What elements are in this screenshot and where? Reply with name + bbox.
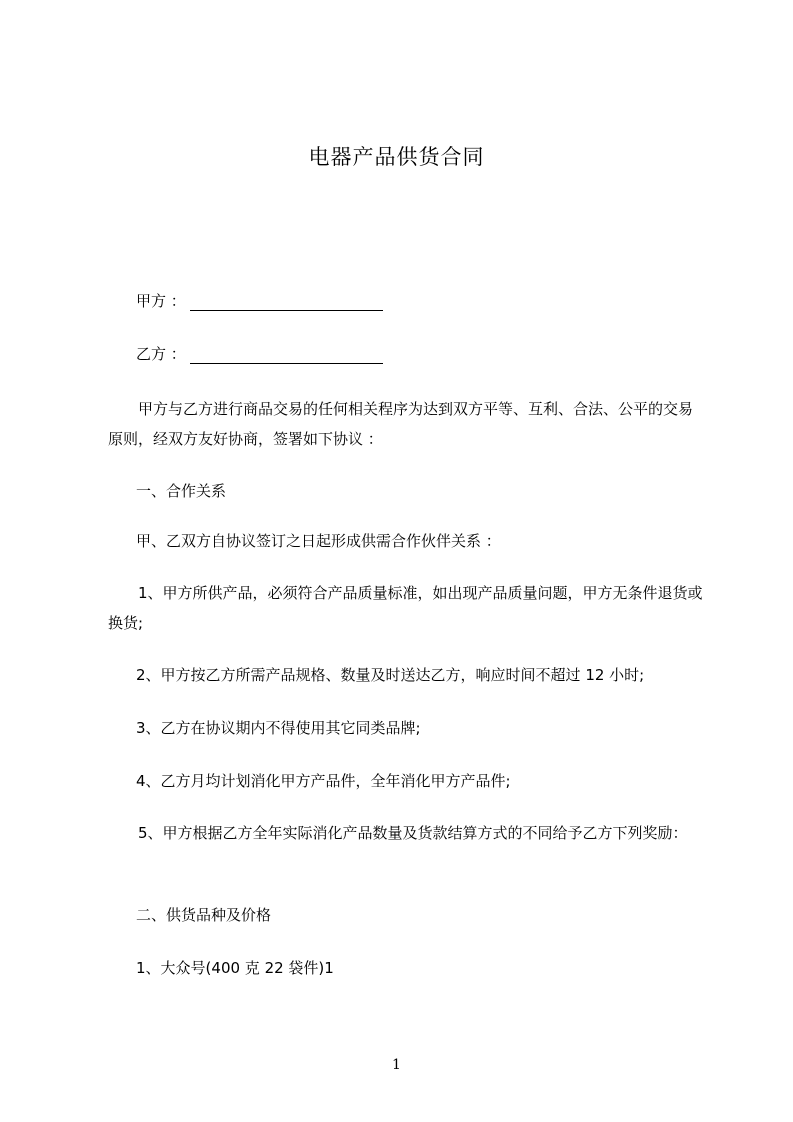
item-4: 4、乙方月均计划消化甲方产品件，全年消化甲方产品件;: [136, 772, 511, 790]
party-b-line: [136, 344, 383, 364]
intro-paragraph: 甲方与乙方进行商品交易的任何相关程序为达到双方平等、互利、合法、公平的交易原则，经双方友好协商，签署如下协议 ：: [108, 400, 694, 448]
party-b-blank: [190, 348, 383, 364]
party-a-blank: [190, 295, 383, 311]
page-number: 1: [392, 1057, 401, 1073]
item-2: 2、甲方按乙方所需产品规格、数量及时送达乙方，响应时间不超过 12 小时;: [136, 666, 645, 684]
item-3: 3、乙方在协议期内不得使用其它同类品牌;: [136, 719, 421, 737]
section2-item-1: 1、大众号(400 克 22 袋件)1: [136, 959, 334, 977]
party-a-line: [136, 291, 383, 311]
section2-title: 二、供货品种及价格: [136, 906, 272, 924]
section1-title: 一、合作关系: [136, 482, 227, 500]
item-5: 5、甲方根据乙方全年实际消化产品数量及货款结算方式的不同给予乙方下列奖励：: [138, 824, 688, 842]
item-1: 1、甲方所供产品，必须符合产品质量标准，如出现产品质量问题，甲方无条件退货或换货;: [108, 584, 703, 632]
section1-intro: 甲、乙双方自协议签订之日起形成供需合作伙伴关系 ：: [136, 532, 501, 550]
party-b-label: 乙方 ：: [136, 345, 186, 363]
party-a-label: 甲方 ：: [136, 292, 186, 310]
document-title: 电器产品供货合同: [308, 145, 485, 169]
